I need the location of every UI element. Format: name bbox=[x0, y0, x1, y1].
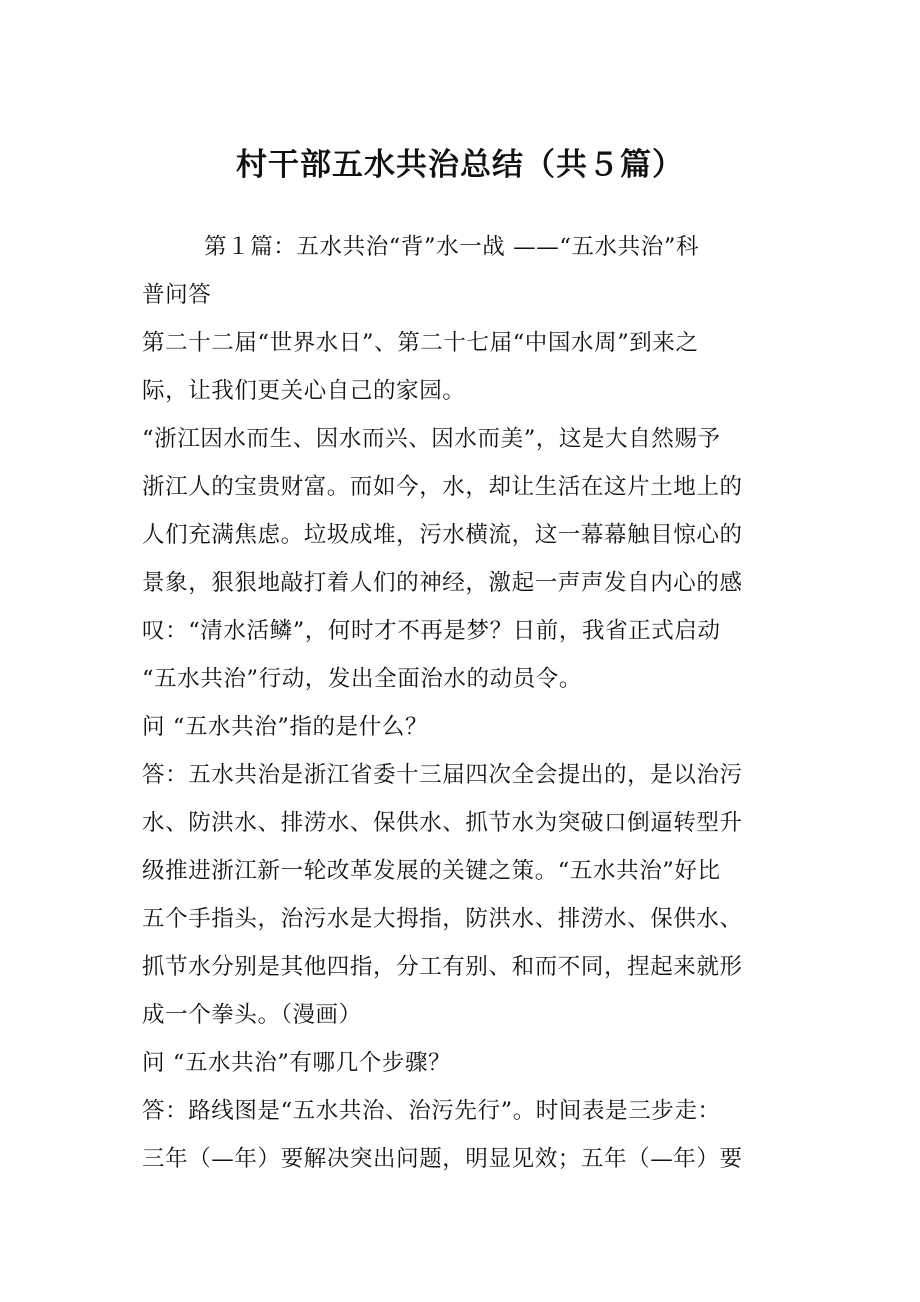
answer-line: 答：路线图是“五水共治、治污先行”。时间表是三步走： bbox=[142, 1098, 721, 1124]
answer-line: 水、防洪水、排涝水、保供水、抓节水为突破口倒逼转型升 bbox=[142, 810, 743, 836]
question-line: 问 “五水共治”指的是什么？ bbox=[142, 714, 429, 740]
paragraph-line: 人们充满焦虑。垃圾成堆，污水横流，这一幕幕触目惊心的 bbox=[142, 522, 743, 548]
paragraph-line: 浙江人的宝贵财富。而如今，水，却让生活在这片土地上的 bbox=[142, 474, 743, 500]
answer-line: 答：五水共治是浙江省委十三届四次全会提出的，是以治污 bbox=[142, 762, 743, 788]
paragraph-line: “浙江因水而生、因水而兴、因水而美”，这是大自然赐予 bbox=[142, 426, 721, 452]
paragraph-line: “五水共治”行动，发出全面治水的动员令。 bbox=[142, 666, 583, 692]
section-heading-line-1: 第１篇：五水共治“背”水一战 ——“五水共治”科 bbox=[204, 234, 700, 260]
section-heading-line-2: 普问答 bbox=[142, 282, 212, 308]
document-title: 村干部五水共治总结（共５篇） bbox=[236, 147, 684, 183]
paragraph-line: 叹：“清水活鳞”，何时才不再是梦？日前，我省正式启动 bbox=[142, 618, 721, 644]
answer-line: 级推进浙江新一轮改革发展的关键之策。“五水共治”好比 bbox=[142, 858, 721, 884]
paragraph-line: 景象，狠狠地敲打着人们的神经，激起一声声发自内心的感 bbox=[142, 570, 743, 596]
paragraph-line: 第二十二届“世界水日”、第二十七届“中国水周”到来之 bbox=[142, 330, 699, 356]
answer-line: 成一个拳头。（漫画） bbox=[142, 1002, 362, 1028]
question-line: 问 “五水共治”有哪几个步骤？ bbox=[142, 1050, 452, 1076]
answer-line: 三年（—年）要解决突出问题，明显见效；五年（—年）要 bbox=[142, 1146, 743, 1172]
answer-line: 抓节水分别是其他四指，分工有别、和而不同，捏起来就形 bbox=[142, 954, 743, 980]
answer-line: 五个手指头，治污水是大拇指，防洪水、排涝水、保供水、 bbox=[142, 906, 743, 932]
paragraph-line: 际，让我们更关心自己的家园。 bbox=[142, 378, 466, 404]
